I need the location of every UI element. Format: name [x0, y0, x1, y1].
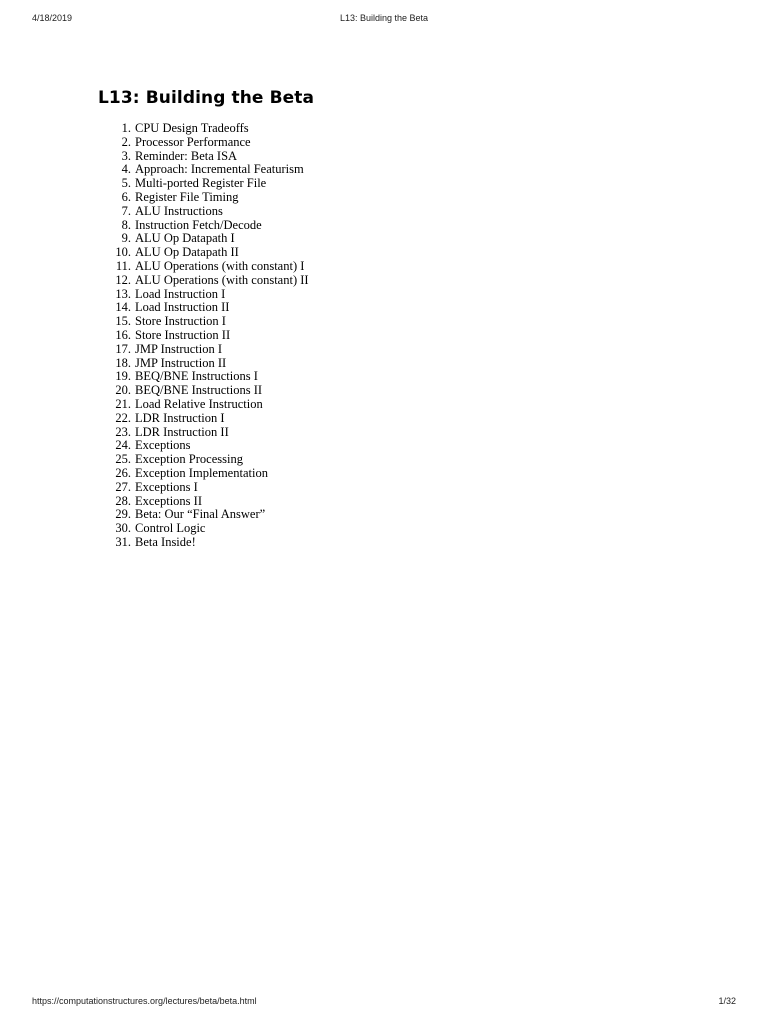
print-footer — [32, 996, 736, 1010]
outline-item-label[interactable]: LDR Instruction II — [135, 424, 229, 439]
outline-item-label[interactable]: Exception Implementation — [135, 465, 268, 480]
outline-item-label[interactable]: BEQ/BNE Instructions I — [135, 369, 258, 384]
outline-item-label[interactable]: Exceptions II — [135, 493, 202, 508]
print-header — [32, 13, 736, 27]
outline-item-number: 2. — [121, 134, 131, 149]
outline-item-label[interactable]: CPU Design Tradeoffs — [135, 121, 249, 135]
outline-item-number: 16. — [115, 327, 131, 342]
outline-item-number: 1. — [121, 121, 131, 135]
outline-item-label[interactable]: Reminder: Beta ISA — [135, 148, 238, 163]
print-date: 4/18/2019 — [32, 13, 73, 23]
outline-item-number: 12. — [115, 272, 131, 287]
outline-item-number: 19. — [115, 369, 131, 384]
outline-item-number: 27. — [115, 479, 131, 494]
outline-item-number: 31. — [115, 534, 131, 549]
outline-item-number: 9. — [121, 231, 131, 246]
outline-item-number: 29. — [115, 507, 131, 522]
outline-item-label[interactable]: Approach: Incremental Featurism — [135, 162, 304, 177]
outline-item-label[interactable]: LDR Instruction I — [135, 410, 225, 425]
outline-item-number: 17. — [115, 341, 131, 356]
outline-item-label[interactable]: Load Instruction I — [135, 286, 226, 301]
outline-item-label[interactable]: JMP Instruction I — [135, 341, 223, 356]
outline-item-number: 25. — [115, 452, 131, 467]
outline-item-number: 22. — [115, 410, 131, 425]
outline-item-number: 3. — [121, 148, 131, 163]
outline-item-label[interactable]: ALU Op Datapath I — [135, 231, 235, 246]
outline-item-label[interactable]: ALU Operations (with constant) II — [135, 272, 309, 287]
outline-item-number: 13. — [115, 286, 131, 301]
outline-item-label[interactable]: Instruction Fetch/Decode — [135, 217, 262, 232]
outline-item-label[interactable]: Load Instruction II — [135, 300, 230, 315]
page-number: 1/32 — [718, 996, 736, 1006]
print-header-title: L13: Building the Beta — [339, 13, 429, 23]
outline-item-label[interactable]: Store Instruction II — [135, 327, 231, 342]
outline-item-label[interactable]: Beta: Our “Final Answer” — [135, 507, 266, 522]
page-title: L13: Building the Beta — [98, 88, 315, 108]
outline-item-label[interactable]: JMP Instruction II — [135, 355, 227, 370]
outline-item-number: 28. — [115, 493, 131, 508]
outline-item-number: 8. — [121, 217, 131, 232]
outline-item-number: 6. — [121, 189, 131, 204]
outline-item-label[interactable]: Exceptions — [135, 438, 191, 453]
outline-item-label[interactable]: ALU Operations (with constant) I — [135, 258, 305, 273]
outline-item-number: 11. — [115, 258, 131, 273]
outline-item-number: 30. — [115, 521, 131, 536]
outline-item-label[interactable]: Multi-ported Register File — [135, 176, 267, 191]
outline-item-label[interactable]: Processor Performance — [135, 134, 251, 149]
outline-item-number: 7. — [121, 203, 131, 218]
outline-item-label[interactable]: ALU Instructions — [135, 203, 223, 218]
outline-item-label[interactable]: BEQ/BNE Instructions II — [135, 383, 263, 398]
outline-item-label[interactable]: Exception Processing — [135, 452, 243, 467]
outline-item-number: 24. — [115, 438, 131, 453]
outline-item-label[interactable]: Register File Timing — [135, 189, 239, 204]
outline-item-number: 26. — [115, 465, 131, 480]
outline-item-number: 20. — [115, 383, 131, 398]
outline-item-number: 5. — [121, 176, 131, 191]
outline-item-number: 21. — [115, 396, 131, 411]
outline-item-label[interactable]: Load Relative Instruction — [135, 396, 263, 411]
outline-item-label[interactable]: Store Instruction I — [135, 314, 226, 329]
outline-item-label[interactable]: Beta Inside! — [135, 534, 196, 549]
outline-item-number: 15. — [115, 314, 131, 329]
outline-item-number: 14. — [115, 300, 131, 315]
outline-item-number: 23. — [115, 424, 131, 439]
outline-item-label[interactable]: ALU Op Datapath II — [135, 245, 239, 260]
outline-item-number: 4. — [121, 162, 131, 177]
outline-item-label[interactable]: Exceptions I — [135, 479, 198, 494]
outline-item-number: 18. — [115, 355, 131, 370]
page-url[interactable]: https://computationstructures.org/lectures/beta/beta.html — [32, 996, 257, 1006]
outline-item-number: 10. — [115, 245, 131, 260]
outline-item-label[interactable]: Control Logic — [135, 521, 206, 536]
